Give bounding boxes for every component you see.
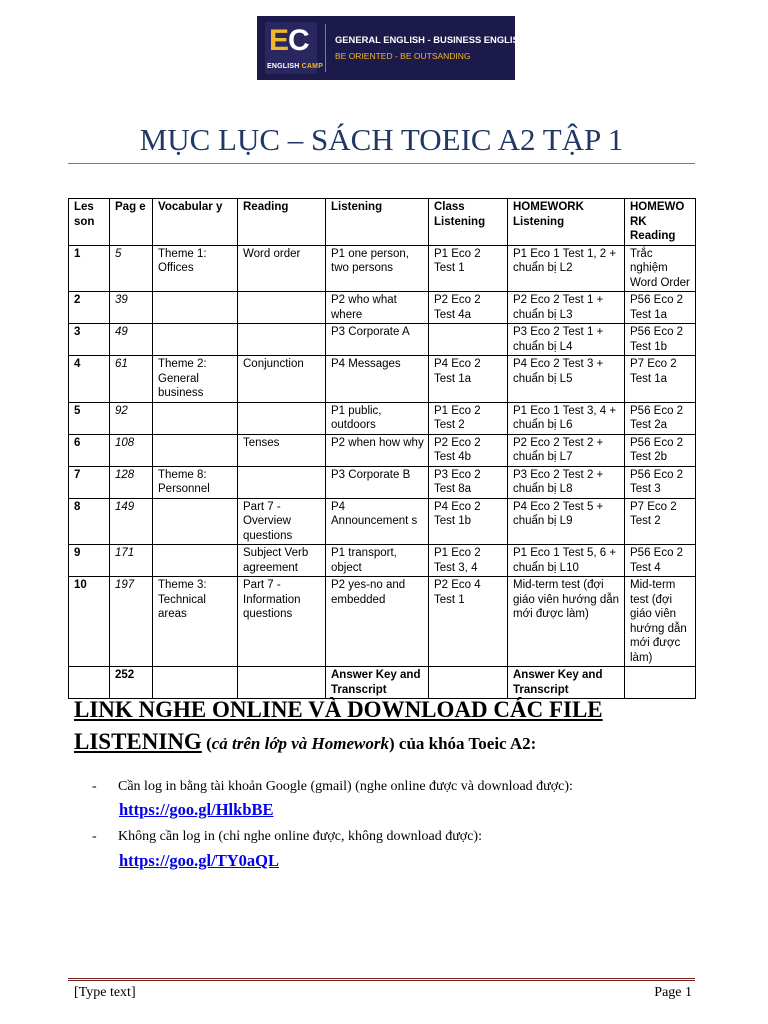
cell-lesson: 2 [69, 292, 110, 324]
cell-homework-listening: P1 Eco 1 Test 1, 2 + chuẩn bị L2 [508, 245, 625, 292]
cell-homework-listening: P3 Eco 2 Test 2 + chuẩn bị L8 [508, 466, 625, 498]
cell-homework-listening: P3 Eco 2 Test 1 + chuẩn bị L4 [508, 324, 625, 356]
cell-class-listening: P1 Eco 2 Test 3, 4 [429, 545, 508, 577]
cell-page: 149 [110, 498, 153, 545]
cell-homework-reading: P56 Eco 2 Test 3 [625, 466, 696, 498]
cell-homework-listening: Mid-term test (đợi giáo viên hướng dẫn mới được làm) [508, 577, 625, 667]
cell-homework-reading: P56 Eco 2 Test 2a [625, 402, 696, 434]
download-link-google[interactable]: https://goo.gl/HlkbBE [119, 800, 274, 819]
table-row [69, 356, 696, 403]
cell-listening: P2 yes-no and embedded [326, 577, 429, 667]
link-item-description [92, 778, 573, 796]
links-heading-close: ) của khóa Toeic A2: [388, 734, 537, 753]
header-page: Pag e [110, 199, 153, 246]
cell-vocabulary: Theme 3: Technical areas [153, 577, 238, 667]
header-homework-reading: HOMEWORK Reading [625, 199, 696, 246]
table-row [69, 434, 696, 466]
cell-listening: P1 transport, object [326, 545, 429, 577]
cell-homework-reading: P56 Eco 2 Test 4 [625, 545, 696, 577]
table-row [69, 498, 696, 545]
footer-placeholder-text: [Type text] [74, 985, 136, 1000]
logo-mark [265, 22, 324, 74]
cell-homework-listening: P4 Eco 2 Test 5 + chuẩn bị L9 [508, 498, 625, 545]
table-row [69, 545, 696, 577]
links-heading-line1: LINK NGHE ONLINE VÀ DOWNLOAD CÁC FILE [74, 697, 603, 722]
cell-homework-listening: Answer Key and Transcript [508, 667, 625, 699]
cell-homework-reading: P56 Eco 2 Test 1a [625, 292, 696, 324]
cell-lesson: 6 [69, 434, 110, 466]
cell-homework-reading: Trắc nghiệm Word Order [625, 245, 696, 292]
logo-banner [257, 16, 563, 80]
cell-page: 5 [110, 245, 153, 292]
cell-vocabulary [153, 402, 238, 434]
cell-page: 108 [110, 434, 153, 466]
link-item-description [92, 828, 482, 846]
cell-homework-reading: P7 Eco 2 Test 1a [625, 356, 696, 403]
table-row [69, 245, 696, 292]
cell-listening: P4 Announcement s [326, 498, 429, 545]
cell-homework-listening: P4 Eco 2 Test 3 + chuẩn bị L5 [508, 356, 625, 403]
cell-page: 92 [110, 402, 153, 434]
cell-listening: Answer Key and Transcript [326, 667, 429, 699]
cell-class-listening: P4 Eco 2 Test 1b [429, 498, 508, 545]
cell-class-listening: P3 Eco 2 Test 8a [429, 466, 508, 498]
cell-class-listening [429, 324, 508, 356]
cell-lesson: 10 [69, 577, 110, 667]
cell-listening: P2 when how why [326, 434, 429, 466]
cell-page: 61 [110, 356, 153, 403]
table-row [69, 292, 696, 324]
cell-vocabulary [153, 434, 238, 466]
cell-class-listening: P2 Eco 2 Test 4b [429, 434, 508, 466]
table-row [69, 577, 696, 667]
cell-vocabulary [153, 498, 238, 545]
cell-reading: Part 7 - Information questions [238, 577, 326, 667]
links-heading-line2: LISTENING [74, 729, 202, 754]
cell-vocabulary [153, 324, 238, 356]
footer-rule [68, 978, 695, 983]
cell-vocabulary: Theme 8: Personnel [153, 466, 238, 498]
cell-homework-listening: P2 Eco 2 Test 2 + chuẩn bị L7 [508, 434, 625, 466]
cell-homework-reading: P56 Eco 2 Test 1b [625, 324, 696, 356]
cell-vocabulary: Theme 1: Offices [153, 245, 238, 292]
cell-page: 171 [110, 545, 153, 577]
header-class-listening: Class Listening [429, 199, 508, 246]
logo-tagline-courses: GENERAL ENGLISH - BUSINESS ENGLISH - TOEIC [335, 34, 563, 45]
cell-reading [238, 402, 326, 434]
page-title: MỤC LỤC – SÁCH TOEIC A2 TẬP 1 [139, 122, 624, 157]
cell-reading: Conjunction [238, 356, 326, 403]
table-row [69, 402, 696, 434]
cell-lesson: 4 [69, 356, 110, 403]
cell-lesson: 8 [69, 498, 110, 545]
cell-reading: Word order [238, 245, 326, 292]
links-heading-italic: cả trên lớp và Homework [211, 734, 389, 753]
header-reading: Reading [238, 199, 326, 246]
cell-homework-reading: Mid-term test (đợi giáo viên hướng dẫn mới được làm) [625, 577, 696, 667]
logo-ec-letters: EC [269, 24, 309, 57]
cell-listening: P3 Corporate B [326, 466, 429, 498]
cell-reading: Part 7 - Overview questions [238, 498, 326, 545]
header-listening: Listening [326, 199, 429, 246]
cell-page: 49 [110, 324, 153, 356]
cell-homework-listening: P2 Eco 2 Test 1 + chuẩn bị L3 [508, 292, 625, 324]
cell-class-listening: P4 Eco 2 Test 1a [429, 356, 508, 403]
header-homework-listening: HOMEWORK Listening [508, 199, 625, 246]
cell-lesson: 1 [69, 245, 110, 292]
logo-tagline-motto: BE ORIENTED - BE OUTSANDING [335, 51, 471, 61]
cell-lesson: 3 [69, 324, 110, 356]
links-heading-open: ( [201, 734, 212, 753]
cell-homework-listening: P1 Eco 1 Test 3, 4 + chuẩn bị L6 [508, 402, 625, 434]
cell-listening: P1 public, outdoors [326, 402, 429, 434]
link-item-text: Không cần log in (chỉ nghe online được, không download được): [118, 829, 482, 844]
cell-listening: P4 Messages [326, 356, 429, 403]
listen-online-link[interactable]: https://goo.gl/TY0aQL [119, 851, 279, 870]
cell-reading [238, 466, 326, 498]
cell-vocabulary [153, 545, 238, 577]
title-underline [68, 163, 695, 164]
cell-vocabulary [153, 292, 238, 324]
cell-page: 128 [110, 466, 153, 498]
table-row [69, 466, 696, 498]
bullet-dash: - [92, 829, 97, 844]
logo-mark-subtitle: ENGLISH CAMP [267, 63, 324, 70]
cell-reading [238, 292, 326, 324]
cell-class-listening: P1 Eco 2 Test 2 [429, 402, 508, 434]
toc-table [68, 198, 696, 699]
cell-listening: P1 one person, two persons [326, 245, 429, 292]
cell-page: 197 [110, 577, 153, 667]
cell-page: 39 [110, 292, 153, 324]
cell-homework-reading: P7 Eco 2 Test 2 [625, 498, 696, 545]
cell-page: 252 [110, 667, 153, 699]
cell-vocabulary: Theme 2: General business [153, 356, 238, 403]
cell-homework-listening: P1 Eco 1 Test 5, 6 + chuẩn bị L10 [508, 545, 625, 577]
cell-listening: P2 who what where [326, 292, 429, 324]
cell-reading [238, 324, 326, 356]
page-number: Page 1 [654, 985, 692, 1000]
cell-lesson: 5 [69, 402, 110, 434]
cell-class-listening: P1 Eco 2 Test 1 [429, 245, 508, 292]
table-row [69, 324, 696, 356]
table-header-row [69, 199, 696, 246]
cell-reading: Tenses [238, 434, 326, 466]
header-lesson: Les son [69, 199, 110, 246]
logo-divider [325, 24, 326, 72]
cell-lesson: 9 [69, 545, 110, 577]
link-item-text: Cần log in bằng tài khoản Google (gmail) (nghe online được và download được): [118, 779, 573, 794]
links-heading [74, 694, 714, 760]
bullet-dash: - [92, 779, 97, 794]
cell-homework-reading: P56 Eco 2 Test 2b [625, 434, 696, 466]
header-vocabulary: Vocabular y [153, 199, 238, 246]
cell-listening: P3 Corporate A [326, 324, 429, 356]
cell-lesson: 7 [69, 466, 110, 498]
cell-class-listening: P2 Eco 4 Test 1 [429, 577, 508, 667]
cell-class-listening: P2 Eco 2 Test 4a [429, 292, 508, 324]
cell-reading: Subject Verb agreement [238, 545, 326, 577]
